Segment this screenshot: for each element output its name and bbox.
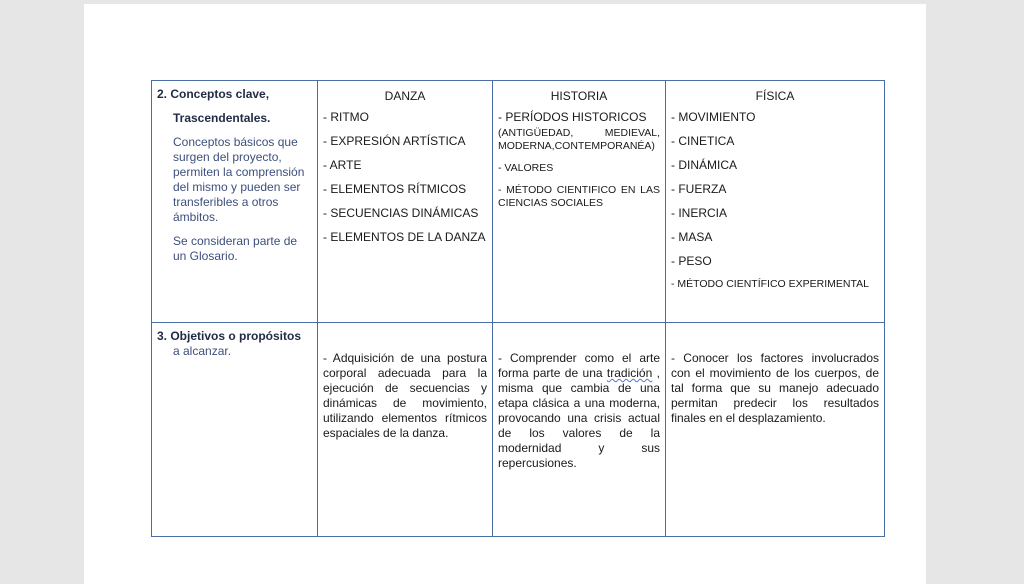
section3-subtitle: a alcanzar. [173,344,232,358]
fisica-objective: - Conocer los factores involucrados con el movimiento de los cuerpos, de tal forma que su manejo adecuado permitan predecir los resultados finales en el desplazamiento. [671,351,879,425]
list-item: - PESO [671,254,712,268]
list-item: - INERCIA [671,206,728,220]
list-item: - RITMO [323,110,369,124]
danza-cell [318,81,493,323]
list-item: - SECUENCIAS DINÁMICAS [323,206,479,220]
fisica-header: FÍSICA [755,89,795,103]
section2-title: 2. Conceptos clave, [157,87,270,101]
list-item: - ELEMENTOS RÍTMICOS [323,182,467,196]
list-item-sub: (ANTIGÜEDAD, MEDIEVAL, MODERNA,CONTEMPORANÉA) [498,127,660,152]
list-item: - MASA [671,230,713,244]
table-row [152,81,885,323]
section3-cell [152,323,318,537]
danza-objective-cell [318,323,493,537]
list-item: - VALORES [498,162,554,174]
list-item: - FUERZA [671,182,727,196]
list-item: - PERÍODOS HISTORICOS [498,110,647,124]
list-item: - ARTE [323,158,362,172]
list-item: - CINETICA [671,134,735,148]
list-item: - EXPRESIÓN ARTÍSTICA [323,134,466,148]
list-item: - ELEMENTOS DE LA DANZA [323,230,486,244]
section2-note: Se consideran parte de un Glosario. [173,234,298,263]
historia-objective-word: tradición [606,366,653,380]
historia-objective-cell [493,323,666,537]
section2-cell [152,81,318,323]
concepts-table [151,80,885,537]
fisica-cell [666,81,885,323]
list-item: - DINÁMICA [671,158,737,172]
section2-subtitle: Trascendentales. [173,111,271,125]
list-item: - MÉTODO CIENTIFICO EN LAS CIENCIAS SOCIALES [498,184,660,209]
list-item: - MÉTODO CIENTÍFICO EXPERIMENTAL [671,278,869,290]
section2-description: Conceptos básicos que surgen del proyecto, permiten la comprensión del mismo y pueden ser transferibles a otros ámbitos. [173,135,305,224]
historia-objective-part-c: , misma que cambia de una etapa clásica a una moderna, provocando una crisis actual de los valores de la modernidad y sus repercusiones. [498,366,660,470]
historia-objective-part-a: - Comprender como el arte forma parte de una [498,351,660,380]
section3-title: 3. Objetivos o propósitos [157,329,302,343]
danza-objective: - Adquisición de una postura corporal adecuada para la ejecución de secuencias y dinámicas de movimiento, utilizando elementos rítmicos espaciales de la danza. [323,351,487,440]
danza-header: DANZA [384,89,426,103]
list-item: - MOVIMIENTO [671,110,756,124]
historia-header: HISTORIA [550,89,608,103]
historia-objective [498,351,660,471]
table-row [152,323,885,537]
fisica-objective-cell [666,323,885,537]
historia-cell [493,81,666,323]
